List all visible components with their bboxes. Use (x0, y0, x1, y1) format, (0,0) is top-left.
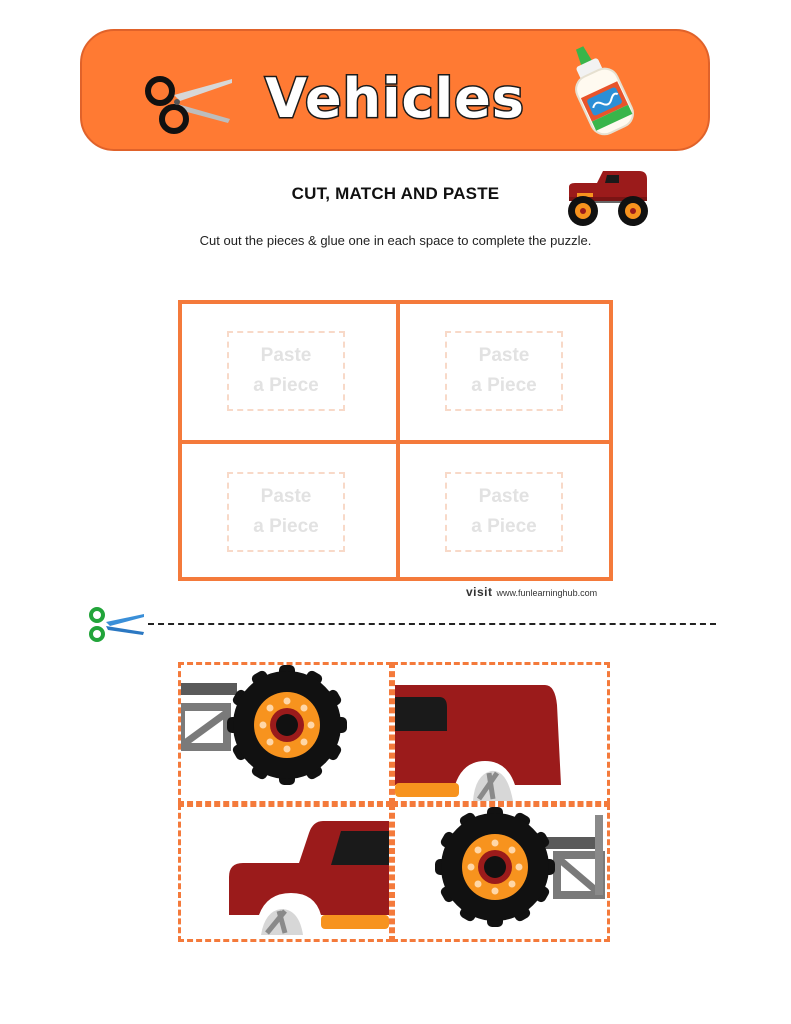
scissors-icon (88, 604, 146, 644)
activity-subtitle: CUT, MATCH AND PASTE (291, 184, 500, 203)
visit-label: visit (466, 585, 493, 599)
cab-piece-image (395, 665, 607, 801)
paste-label: a Piece (253, 516, 319, 537)
paste-label: Paste (478, 486, 530, 507)
puzzle-piece (178, 662, 392, 804)
puzzle-piece (392, 662, 610, 804)
puzzle-grid (178, 300, 613, 581)
title-banner (80, 29, 710, 151)
paste-label: a Piece (471, 375, 537, 396)
instructions-text: Cut out the pieces & glue one in each space to complete the puzzle. (199, 233, 592, 248)
wheel-piece-image (181, 665, 389, 801)
paste-label: a Piece (253, 375, 319, 396)
monster-truck-icon (563, 165, 653, 229)
wheel-piece-image (395, 807, 607, 939)
paste-label: Paste (478, 345, 530, 366)
paste-label: a Piece (471, 516, 537, 537)
glue-bottle-icon (562, 41, 642, 141)
cutout-pieces (178, 662, 610, 942)
puzzle-piece (392, 804, 610, 942)
paste-area (227, 472, 345, 552)
paste-area (445, 472, 563, 552)
paste-label: Paste (260, 486, 312, 507)
page-title: Vehicles (265, 67, 525, 130)
paste-label: Paste (260, 345, 312, 366)
website-url: www.funlearninghub.com (496, 588, 598, 598)
paste-area (227, 331, 345, 411)
cut-line (148, 623, 716, 625)
website-credit (466, 583, 597, 601)
puzzle-piece (178, 804, 392, 942)
grid-divider-horizontal (182, 440, 609, 444)
cab-front-piece-image (181, 807, 389, 939)
paste-area (445, 331, 563, 411)
